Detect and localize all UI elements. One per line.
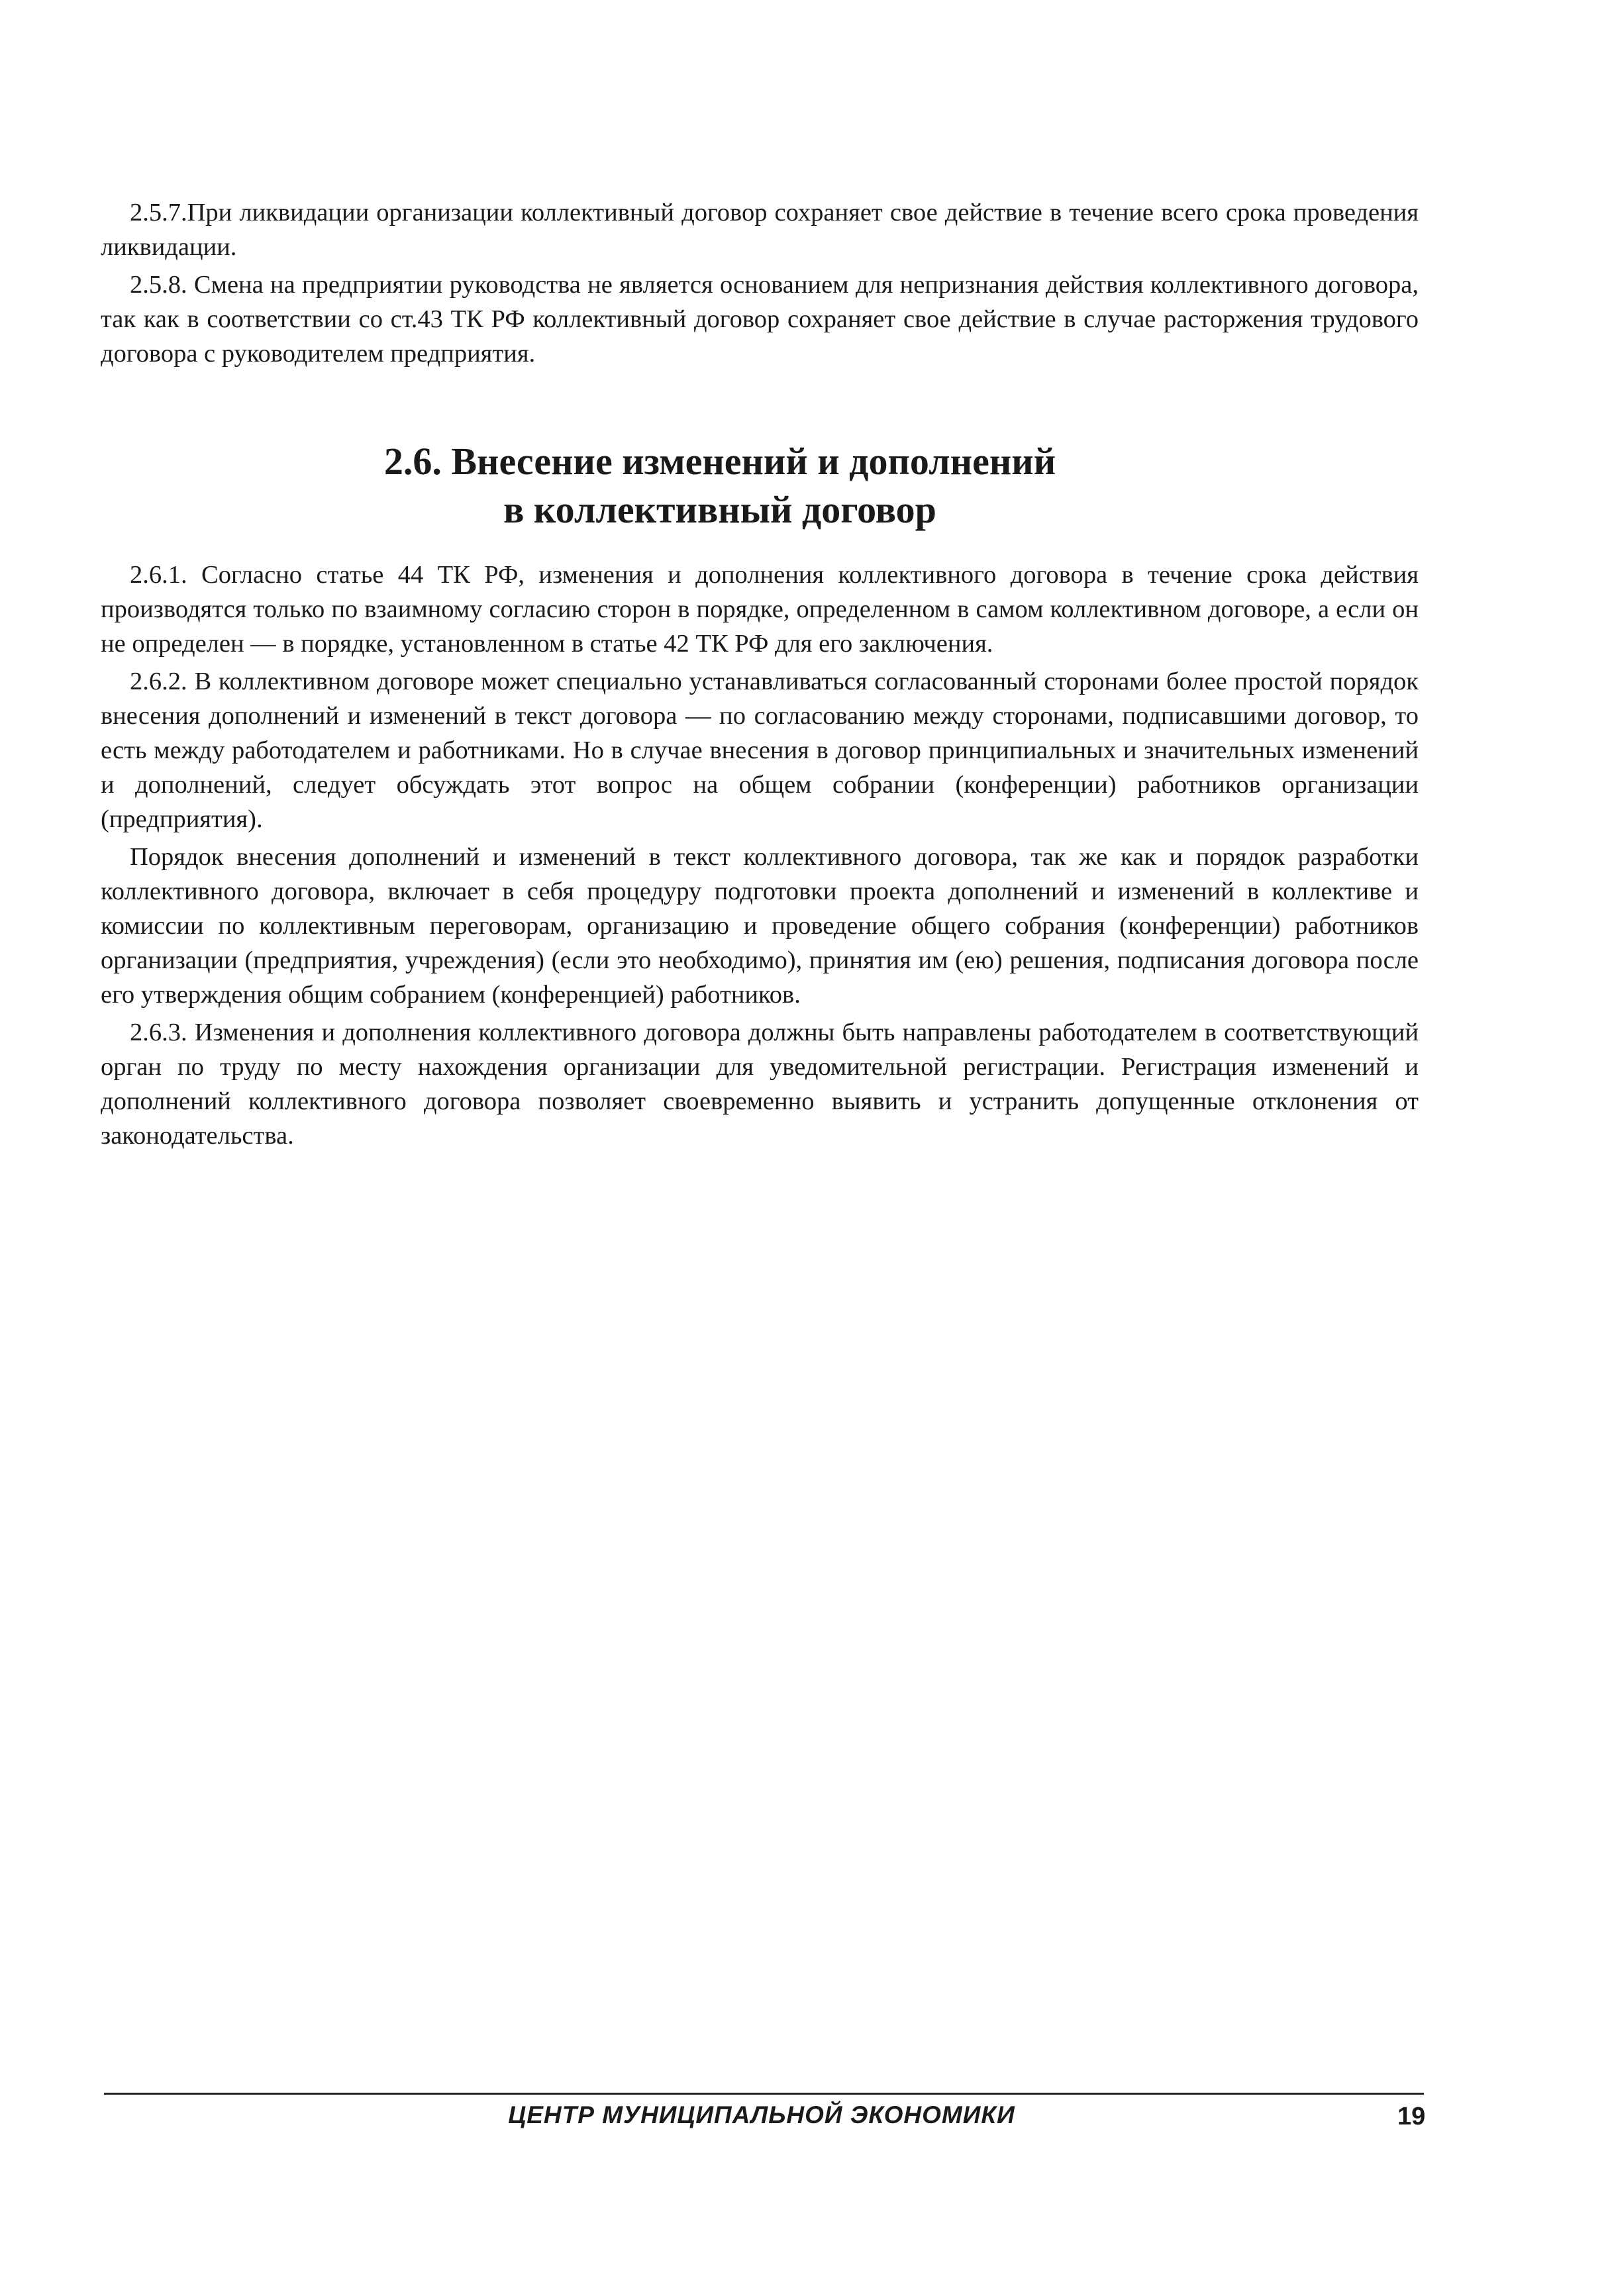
- section-heading-line-2: в коллективный договор: [503, 488, 936, 531]
- paragraph-2-5-8: 2.5.8. Смена на предприятии руководства не является основанием для непризнания действия коллективного договора, так как в соответствии со ст.43 ТК РФ коллективный договор сохраняет свое действие в случае расторжения трудового договора с руководителем предприятия.: [101, 271, 1419, 368]
- footer-divider: [104, 2093, 1424, 2095]
- paragraph-2-6-2: 2.6.2. В коллективном договоре может специально устанавливаться согласованный сторонами более простой порядок внесения дополнений и изменений в текст договора — по согласованию между сторонами, подписавшими договор, то есть между работодателем и работниками. Но в случае внесения в договор принципиальных и значительных изменений и дополнений, следует обсуждать этот вопрос на общем собрании (конференции) работников организации (предприятия).: [101, 668, 1419, 833]
- paragraph-procedure: Порядок внесения дополнений и изменений в текст коллективного договора, так же как и порядок разработки коллективного договора, включает в себя процедуру подготовки проекта дополнений и изменений в коллективе и комиссии по коллективным переговорам, организацию и проведение общего собрания (конференции) работников организации (предприятия, учреждения) (если это необходимо), принятия им (ею) решения, подписания договора после его утверждения общим собранием (конференцией) работников.: [101, 843, 1419, 1009]
- paragraph-2-6-1: 2.6.1. Согласно статье 44 ТК РФ, изменения и дополнения коллективного договора в течение срока действия производятся только по взаимному согласию сторон в порядке, определенном в самом коллективном договоре, а если он не определен — в порядке, установленном в статье 42 ТК РФ для его заключения.: [101, 561, 1419, 658]
- section-heading-line-1: 2.6. Внесение изменений и дополнений: [383, 440, 1056, 483]
- paragraph-2-6-3: 2.6.3. Изменения и дополнения коллективного договора должны быть направлены работодателем в соответствующий орган по труду по месту нахождения организации для уведомительной регистрации. Регистрация изменений и дополнений коллективного договора позволяет своевременно выявить и устранить допущенные отклонения от законодательства.: [101, 1019, 1419, 1150]
- page-number: 19: [1397, 2103, 1426, 2130]
- footer-title: ЦЕНТР МУНИЦИПАЛЬНОЙ ЭКОНОМИКИ: [508, 2101, 1015, 2128]
- paragraph-2-5-7: 2.5.7.При ликвидации организации коллективный договор сохраняет свое действие в течение всего срока проведения ликвидации.: [101, 199, 1419, 261]
- page-content: [101, 195, 1419, 1156]
- section-heading: [101, 437, 1419, 534]
